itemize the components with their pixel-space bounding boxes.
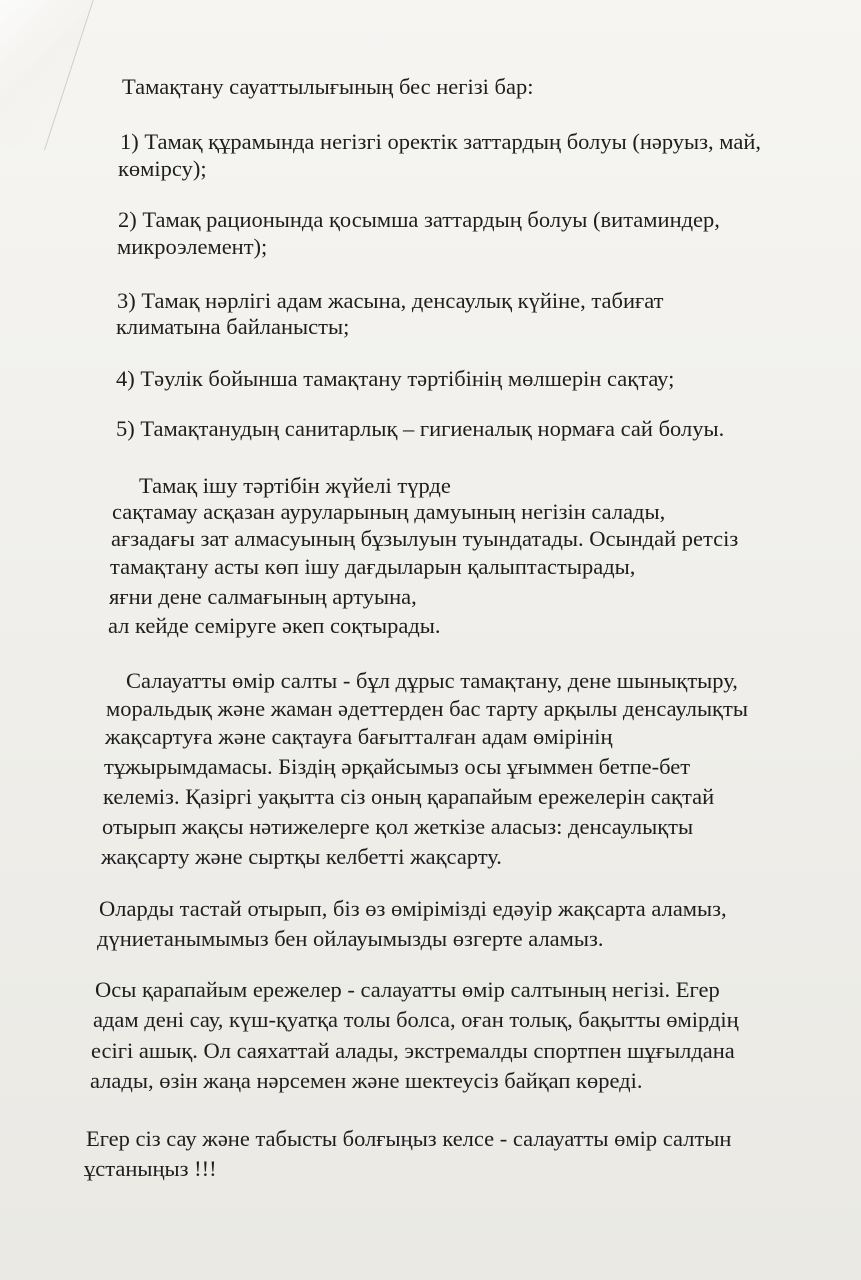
page-corner-fold [0,0,97,150]
paragraph-4-line-1: Осы қарапайым ережелер - салауатты өмір салтының негізі. Егер [95,977,720,1002]
paragraph-5-line-2: ұстаныңыз !!! [84,1156,217,1181]
paragraph-4-line-4: алады, өзін жаңа нәрсемен және шектеусіз байқап көреді. [90,1068,643,1093]
paragraph-2-line-2: моральдық және жаман әдеттерден бас тарту арқылы денсаулықты [106,696,748,721]
paragraph-3-line-1: Оларды тастай отырып, біз өз өмірімізді едәуір жақсарта аламыз, [99,896,727,921]
paragraph-1-line-6: ал кейде семіруге әкеп соқтырады. [108,613,441,638]
paragraph-2-line-6: отырып жақсы нәтижелерге қол жеткізе аласыз: денсаулықты [102,814,694,839]
list-item-3-line-1: 3) Тамақ нәрлігі адам жасына, денсаулық күйіне, табиғат [117,288,664,313]
paragraph-2-line-7: жақсарту және сыртқы келбетті жақсарту. [101,844,502,869]
paragraph-4-line-2: адам дені сау, күш-қуатқа толы болса, оған толық, бақытты өмірдің [93,1007,739,1032]
list-item-1-line-2: көмірсу); [118,156,207,181]
list-item-2-line-1: 2) Тамақ рационында қосымша заттардың болуы (витаминдер, [118,207,720,232]
document-heading: Тамақтану сауаттылығының бес негізі бар: [122,74,534,99]
paragraph-1-line-2: сақтамау асқазан ауруларының дамуының негізін салады, [112,499,666,524]
paragraph-1-line-3: ағзадағы зат алмасуының бұзылуын туындатады. Осындай ретсіз [111,526,739,551]
paragraph-2-line-4: тұжырымдамасы. Біздің әрқайсымыз осы ұғыммен бетпе-бет [104,754,691,779]
list-item-4: 4) Тәулік бойынша тамақтану тәртібінің мөлшерін сақтау; [116,366,675,391]
paragraph-1-line-5: яғни дене салмағының артуына, [109,584,417,609]
paragraph-2-line-3: жақсартуға және сақтауға бағытталған адам өмірінің [105,724,613,749]
paragraph-2-line-1: Салауатты өмір салты - бұл дұрыс тамақтану, дене шынықтыру, [126,668,738,693]
paragraph-4-line-3: есігі ашық. Ол саяхаттай алады, экстремалды спортпен шұғылдана [91,1038,735,1063]
list-item-5: 5) Тамақтанудың санитарлық – гигиеналық нормаға сай болуы. [116,416,725,441]
paragraph-5-line-1: Егер сіз сау және табысты болғыңыз келсе - салауатты өмір салтын [86,1126,732,1151]
paragraph-1-line-4: тамақтану асты көп ішу дағдыларын қалыптастырады, [110,554,636,579]
list-item-3-line-2: климатына байланысты; [116,314,350,339]
paragraph-2-line-5: келеміз. Қазіргі уақытта сіз оның қарапайым ережелерін сақтай [103,784,715,809]
list-item-2-line-2: микроэлемент); [117,234,268,259]
paragraph-1-line-1: Тамақ ішу тәртібін жүйелі түрде [139,473,451,498]
paragraph-3-line-2: дүниетанымымыз бен ойлауымызды өзгерте аламыз. [97,926,604,951]
list-item-1-line-1: 1) Тамақ құрамында негізгі оректік заттардың болуы (нәруыз, май, [120,129,762,154]
